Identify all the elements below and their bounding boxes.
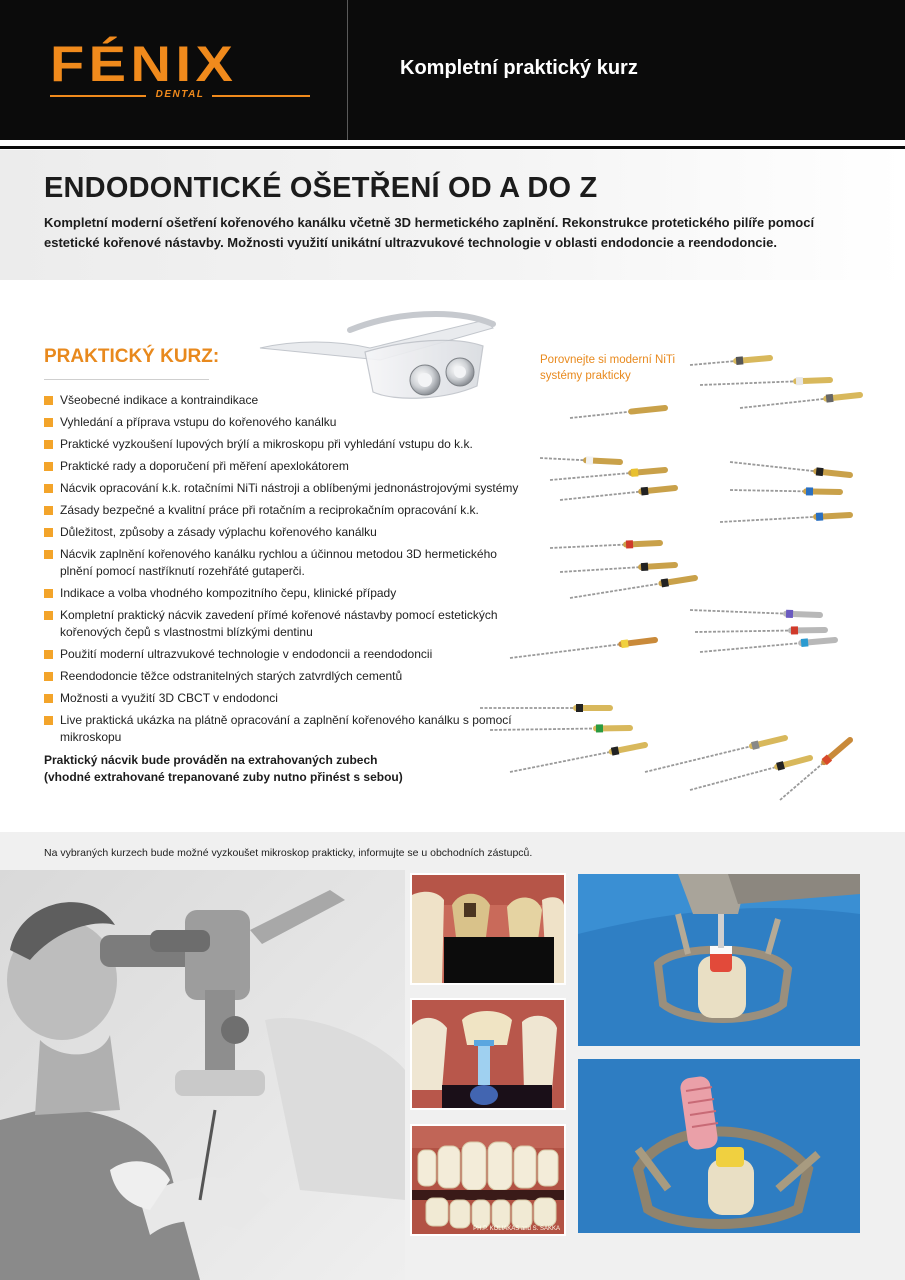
list-item: Vyhledání a příprava vstupu do kořenového kanálku [44,414,524,431]
clinical-photo-rubber-dam-post [578,1059,860,1233]
list-item: Všeobecné indikace a kontraindikace [44,392,524,409]
bullet-square-icon [44,418,53,427]
endodontic-file-19 [490,728,630,730]
endodontic-file-17 [510,640,655,658]
section-heading: PRAKTICKÝ KURZ: [44,346,220,367]
endodontic-file-6 [550,470,665,480]
logo-wordmark: FÉNIX [50,36,238,92]
fenix-dental-logo [50,36,312,102]
endodontic-file-22 [690,758,810,790]
dentist-microscope-photo [0,870,405,1280]
bullet-square-icon [44,672,53,681]
list-item: Použití moderní ultrazvukové technologie v endodoncii a reendodoncii [44,646,524,663]
bullet-square-icon [44,484,53,493]
header-stripe-dark [0,146,905,149]
endodontic-file-5 [540,458,620,462]
bullet-square-icon [44,589,53,598]
endodontic-file-20 [510,745,645,772]
endodontic-file-2 [700,380,830,385]
header-title: Kompletní praktický kurz [400,57,638,79]
endodontic-file-8 [730,462,850,475]
bullet-square-icon [44,396,53,405]
intro-paragraph: Kompletní moderní ošetření kořenového kanálku včetně 3D hermetického zaplnění. Rekonstrukce protetického pilíře pomocí estetické kořenové nástavby. Možnosti využití unikátní ultrazvukové technologie v oblasti endodoncie a reendodoncie. [44,215,815,250]
niti-files-image [470,340,870,810]
list-item: Zásady bezpečné a kvalitní práce při rotačním a reciprokačním opracování k.k. [44,502,524,519]
practical-note: Praktický nácvik bude prováděn na extrahovaných zubech (vhodné extrahované trepanované zuby nutno přinést s sebou) [44,753,403,784]
header-divider [347,0,348,140]
microscope-note: Na vybraných kurzech bude možné vyzkoušet mikroskop prakticky, informujte se u obchodních zástupců. [44,847,533,859]
endodontic-file-11 [550,543,660,548]
endodontic-file-3 [740,395,860,408]
niti-compare-caption: Porovnejte si moderní NiTi systémy prakticky [540,354,676,382]
endodontic-file-7 [560,488,675,500]
endodontic-file-14 [690,610,820,615]
list-item: Indikace a volba vhodného kompozitního čepu, klinické případy [44,585,524,602]
clinical-photo-rubber-dam-drill [578,874,860,1046]
bullet-square-icon [44,462,53,471]
endodontic-file-13 [570,578,695,598]
endodontic-file-9 [730,490,840,492]
endodontic-file-21 [645,738,785,772]
list-item: Důležitost, způsoby a zásady výplachu kořenového kanálku [44,524,524,541]
endodontic-file-1 [690,358,770,365]
list-item: Kompletní praktický nácvik zavedení přímé kořenové nástavby pomocí estetických kořenových čepů s vlastnostmi blízkými dentinu [44,607,524,641]
logo-rule-right [212,95,310,97]
logo-subtitle: DENTAL [155,89,205,100]
photo-credit: PH.P. KOLIAKAS and S. SAKKA [473,1226,560,1232]
bullet-square-icon [44,506,53,515]
page-title: ENDODONTICKÉ OŠETŘENÍ OD A DO Z [44,172,598,204]
endodontic-file-15 [695,630,825,632]
bullet-square-icon [44,528,53,537]
logo-rule-left [50,95,146,97]
list-item: Praktické rady a doporučení při měření apexlokátorem [44,458,524,475]
course-topics-list [44,392,524,751]
bullet-square-icon [44,716,53,725]
bullet-square-icon [44,694,53,703]
endodontic-file-16 [700,640,835,652]
endodontic-file-10 [720,515,850,522]
heading-rule [44,379,209,380]
list-item: Nácvik opracování k.k. rotačními NiTi nástroji a oblíbenými jednonástrojovými systémy [44,480,524,497]
endodontic-file-4 [570,408,665,418]
bullet-square-icon [44,440,53,449]
endodontic-file-12 [560,565,675,572]
endodontic-file-23 [780,740,850,800]
bullet-square-icon [44,611,53,620]
list-item: Možnosti a využití 3D CBCT v endodonci [44,690,524,707]
clinical-photo-post-curing [410,998,566,1110]
list-item: Live praktická ukázka na plátně opracování a zaplnění kořenového kanálku s pomocí mikroskopu [44,712,524,746]
list-item: Praktické vyzkoušení lupových brýlí a mikroskopu při vyhledání vstupu do k.k. [44,436,524,453]
clinical-photo-final-result [410,1124,566,1236]
bullet-square-icon [44,650,53,659]
clinical-photo-prepared-teeth [410,873,566,985]
bullet-square-icon [44,550,53,559]
header-bar [0,0,905,140]
list-item: Reendodoncie těžce odstranitelných starých zatvrdlých cementů [44,668,524,685]
list-item: Nácvik zaplnění kořenového kanálku rychlou a účinnou metodou 3D hermetického plnění pomocí nastříknutí rozehřáté gutaperči. [44,546,524,580]
